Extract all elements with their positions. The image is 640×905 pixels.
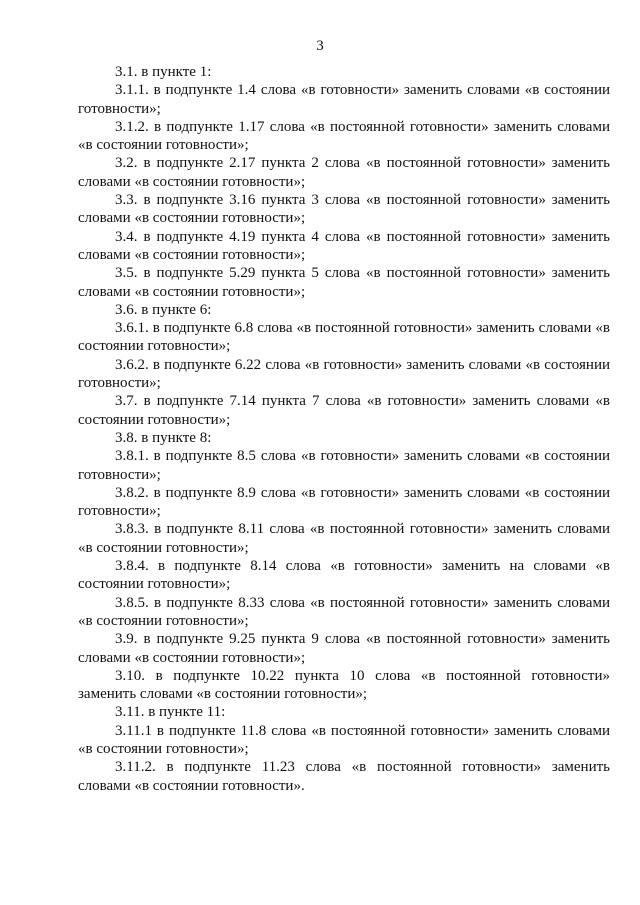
paragraph-3-11: 3.11. в пункте 11:	[115, 704, 226, 721]
page-number: 3	[316, 38, 324, 54]
paragraph-3-10: 3.10. в подпункте 10.22 пункта 10 слова «в постоянной готовности» заменить словами «в состоянии готовности»;	[78, 667, 610, 703]
paragraph-3-8-4: 3.8.4. в подпункте 8.14 слова «в готовности» заменить на словами «в состоянии готовности»;	[78, 558, 610, 593]
paragraph-3-7: 3.7. в подпункте 7.14 пункта 7 слова «в готовности» заменить словами «в состоянии готовности»;	[78, 393, 610, 428]
paragraph-3-8-1: 3.8.1. в подпункте 8.5 слова «в готовности» заменить словами «в состоянии готовности»;	[78, 448, 610, 483]
paragraph-3-1: 3.1. в пункте 1:	[115, 64, 212, 80]
paragraph-3-8-2: 3.8.2. в подпункте 8.9 слова «в готовности» заменить словами «в состоянии готовности»;	[78, 484, 610, 520]
paragraph-3-8-5: 3.8.5. в подпункте 8.33 слова «в постоянной готовности» заменить словами «в состоянии готовности»;	[78, 594, 610, 629]
paragraph-3-9: 3.9. в подпункте 9.25 пункта 9 слова «в постоянной готовности» заменить словами «в состоянии готовности»;	[78, 631, 610, 666]
document-body	[78, 63, 610, 795]
paragraph-3-11-1: 3.11.1 в подпункте 11.8 слова «в постоянной готовности» заменить словами «в состоянии готовности»;	[78, 722, 610, 757]
paragraph-3-1-1: 3.1.1. в подпункте 1.4 слова «в готовности» заменить словами «в состоянии готовности»;	[78, 82, 610, 117]
paragraph-3-6-2: 3.6.2. в подпункте 6.22 слова «в готовности» заменить словами «в состоянии готовности»;	[78, 356, 610, 392]
paragraph-3-2: 3.2. в подпункте 2.17 пункта 2 слова «в постоянной готовности» заменить словами «в состоянии готовности»;	[78, 155, 610, 190]
paragraph-3-8: 3.8. в пункте 8:	[115, 429, 212, 446]
paragraph-3-3: 3.3. в подпункте 3.16 пункта 3 слова «в постоянной готовности» заменить словами «в состоянии готовности»;	[78, 192, 610, 227]
paragraph-3-11-2: 3.11.2. в подпункте 11.23 слова «в постоянной готовности» заменить словами «в состоянии готовности».	[78, 759, 610, 794]
paragraph-3-1-2: 3.1.2. в подпункте 1.17 слова «в постоянной готовности» заменить словами «в состоянии готовности»;	[78, 118, 610, 154]
paragraph-3-6-1: 3.6.1. в подпункте 6.8 слова «в постоянной готовности» заменить словами «в состоянии готовности»;	[78, 320, 610, 355]
paragraph-3-5: 3.5. в подпункте 5.29 пункта 5 слова «в постоянной готовности» заменить словами «в состоянии готовности»;	[78, 265, 610, 300]
paragraph-3-6: 3.6. в пункте 6:	[115, 301, 212, 318]
paragraph-3-8-3: 3.8.3. в подпункте 8.11 слова «в постоянной готовности» заменить словами «в состоянии готовности»;	[78, 521, 610, 556]
paragraph-3-4: 3.4. в подпункте 4.19 пункта 4 слова «в постоянной готовности» заменить словами «в состоянии готовности»;	[78, 228, 610, 263]
